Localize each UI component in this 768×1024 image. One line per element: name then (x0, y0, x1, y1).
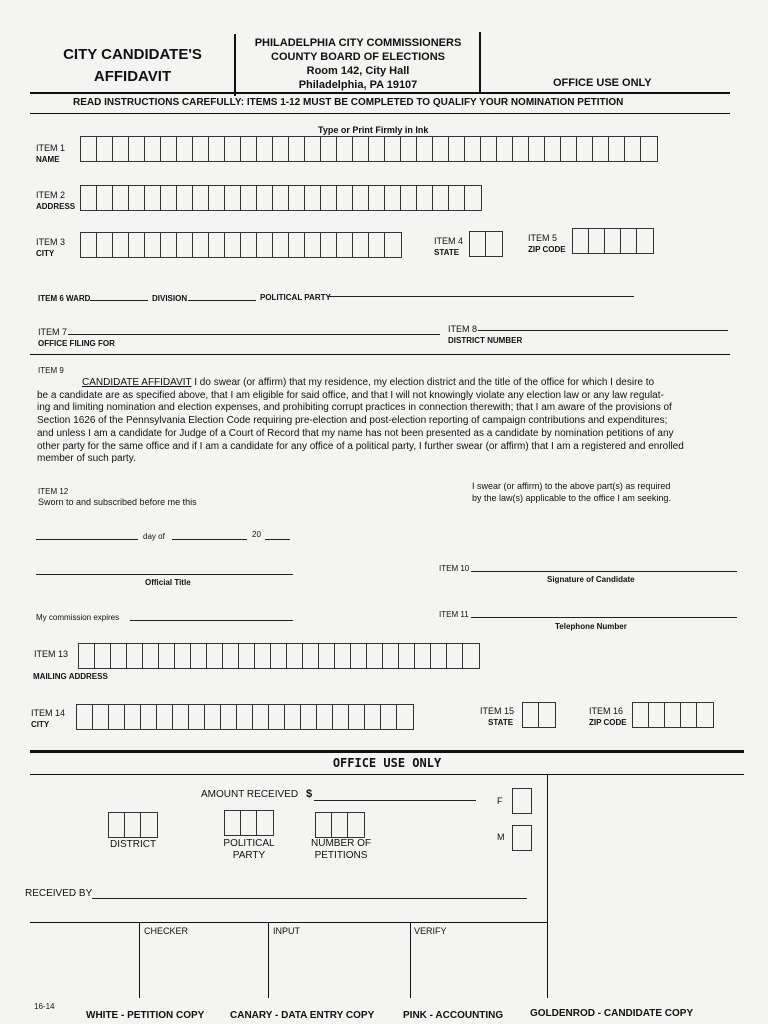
zip-field[interactable] (572, 228, 654, 254)
political-party-boxes[interactable] (224, 810, 274, 836)
item14-sub: CITY (31, 720, 50, 729)
ward-input[interactable] (90, 300, 148, 301)
item3-sub: CITY (36, 249, 55, 258)
day-of-label: day of (143, 532, 165, 541)
item10-sub: Signature of Candidate (547, 575, 635, 584)
district-boxes[interactable] (108, 812, 158, 838)
item8-sub: DISTRICT NUMBER (448, 336, 523, 345)
division-label: DIVISION (152, 294, 188, 303)
name-field[interactable] (80, 136, 658, 162)
form-title-line2: AFFIDAVIT (93, 68, 172, 85)
org-line4: Philadelphia, PA 19107 (298, 79, 418, 91)
received-by-input[interactable] (92, 898, 527, 899)
official-title-label: Official Title (145, 578, 191, 587)
affidavit-heading: CANDIDATE AFFIDAVIT (82, 377, 192, 388)
amount-received-label: AMOUNT RECEIVED (201, 789, 299, 800)
item15-label (480, 706, 514, 728)
affidavit-line5: and unless I am a candidate for Judge of a Court of Record that my name has not been presented as a candidate by nomination petitions of any (37, 427, 674, 439)
party-label: POLITICAL PARTY (260, 293, 331, 302)
political-label-line2: PARTY (232, 850, 266, 861)
address-field[interactable] (80, 185, 482, 211)
official-title-input[interactable] (36, 574, 293, 575)
item13-label: ITEM 13 (34, 649, 69, 659)
office-filing-input[interactable] (68, 334, 440, 335)
political-label-line1: POLITICAL (223, 838, 275, 849)
swear-line2: by the law(s) applicable to the office I am seeking. (472, 493, 671, 503)
mailing-zip-field[interactable] (632, 702, 714, 728)
item12-label: ITEM 12 (38, 487, 69, 496)
item11-sub: Telephone Number (555, 622, 627, 631)
item5-label (528, 233, 566, 255)
number-label-line1: NUMBER OF (311, 838, 371, 849)
instructions: READ INSTRUCTIONS CAREFULLY: ITEMS 1-12 MUST BE COMPLETED TO QUALIFY YOUR NOMINATION PETITION (73, 97, 624, 108)
affidavit-line1-text: I do swear (or affirm) that my residence, my election district and the title of the office for which I desire to (194, 377, 655, 388)
item4-label (434, 236, 463, 258)
item15-sub: STATE (488, 718, 514, 727)
input-label: INPUT (273, 926, 300, 936)
f-label: F (497, 796, 503, 806)
checker-label: CHECKER (144, 926, 189, 936)
item8-label: ITEM 8 (448, 324, 478, 334)
commission-label: My commission expires (36, 613, 120, 622)
form-number: 16-14 (34, 1002, 55, 1011)
year-prefix: 20 (252, 530, 261, 539)
number-petitions-label (305, 838, 377, 862)
item4-sub: STATE (434, 248, 460, 257)
affidavit-line7: member of such party. (37, 453, 136, 465)
item4-number: ITEM 4 (434, 236, 464, 246)
number-label-line2: PETITIONS (314, 850, 368, 861)
affidavit-line3: ing and limiting nomination and election expenses, and prohibiting corrupt practices in connection therewith; that I am aware of the provisions of (37, 402, 672, 414)
political-party-label (216, 838, 282, 862)
m-checkbox[interactable] (512, 825, 532, 851)
copy-goldenrod: GOLDENROD - CANDIDATE COPY (530, 1008, 694, 1019)
item3-label (36, 237, 65, 259)
item2-label (36, 190, 75, 212)
district-number-input[interactable] (478, 330, 728, 331)
item2-number: ITEM 2 (36, 190, 66, 200)
item5-sub: ZIP CODE (528, 245, 566, 254)
item14-number: ITEM 14 (31, 708, 66, 718)
copy-white: WHITE - PETITION COPY (86, 1010, 205, 1021)
mailing-city-field[interactable] (76, 704, 414, 730)
item7-sub: OFFICE FILING FOR (38, 339, 115, 348)
mailing-state-field[interactable] (522, 702, 556, 728)
item9-label: ITEM 9 (38, 366, 64, 375)
sworn-text: Sworn to and subscribed before me this (38, 497, 197, 507)
item2-sub: ADDRESS (36, 202, 76, 211)
affidavit-line2: be a candidate are as specified above, that I am eligible for said office, and that I will not knowingly violate any election law or any law regulat- (37, 389, 664, 401)
item1-label (36, 143, 65, 165)
org-address (240, 36, 476, 92)
state-field[interactable] (469, 231, 503, 257)
form-title-line1: CITY CANDIDATE'S (63, 46, 202, 63)
number-petitions-boxes[interactable] (315, 812, 365, 838)
day-input[interactable] (36, 539, 138, 540)
org-line1: PHILADELPHIA CITY COMMISSIONERS (254, 37, 462, 49)
org-line3: Room 142, City Hall (306, 65, 410, 77)
item16-number: ITEM 16 (589, 706, 624, 716)
received-by-label: RECEIVED BY (25, 888, 93, 899)
form-title (40, 44, 225, 88)
affidavit-line4: Section 1626 of the Pennsylvania Election Code requiring pre-election and post-election reporting of campaign contributions and expenditures; (37, 415, 668, 427)
verify-label: VERIFY (414, 926, 447, 936)
city-field[interactable] (80, 232, 402, 258)
item6-ward-label: ITEM 6 WARD (38, 294, 91, 303)
type-print-note: Type or Print Firmly in Ink (318, 125, 429, 135)
item10-label: ITEM 10 (439, 564, 470, 573)
party-input[interactable] (328, 296, 634, 297)
item1-number: ITEM 1 (36, 143, 66, 153)
signature-input[interactable] (471, 571, 737, 572)
item3-number: ITEM 3 (36, 237, 66, 247)
office-use-title: OFFICE USE ONLY (332, 756, 442, 770)
month-input[interactable] (172, 539, 247, 540)
amount-input[interactable] (314, 800, 476, 801)
item14-label (31, 708, 65, 730)
copy-pink: PINK - ACCOUNTING (403, 1010, 504, 1021)
item11-label: ITEM 11 (439, 610, 469, 619)
copy-canary: CANARY - DATA ENTRY COPY (230, 1010, 375, 1021)
year-input[interactable] (265, 539, 290, 540)
item15-number: ITEM 15 (480, 706, 515, 716)
affidavit-line1 (37, 377, 737, 390)
item7-label: ITEM 7 (38, 327, 68, 337)
dollar-sign: $ (306, 788, 313, 800)
swear-line1: I swear (or affirm) to the above part(s) as required (472, 481, 671, 491)
item1-sub: NAME (36, 155, 60, 164)
affidavit-line6: other party for the same office and if I am a candidate for any office of a political party, I further swear (or affirm) that I am a registered and enrolled (37, 440, 684, 452)
org-line2: COUNTY BOARD OF ELECTIONS (271, 51, 445, 63)
telephone-input[interactable] (471, 617, 737, 618)
affidavit-text (37, 377, 737, 466)
mailing-address-field[interactable] (78, 643, 480, 669)
header-office-use: OFFICE USE ONLY (553, 77, 652, 89)
division-input[interactable] (188, 300, 256, 301)
item16-label (589, 706, 627, 728)
commission-input[interactable] (130, 620, 293, 621)
m-label: M (497, 832, 505, 842)
f-checkbox[interactable] (512, 788, 532, 814)
item16-sub: ZIP CODE (589, 718, 627, 727)
district-label: DISTRICT (110, 839, 157, 850)
item5-number: ITEM 5 (528, 233, 558, 243)
item13-sub: MAILING ADDRESS (33, 672, 108, 681)
